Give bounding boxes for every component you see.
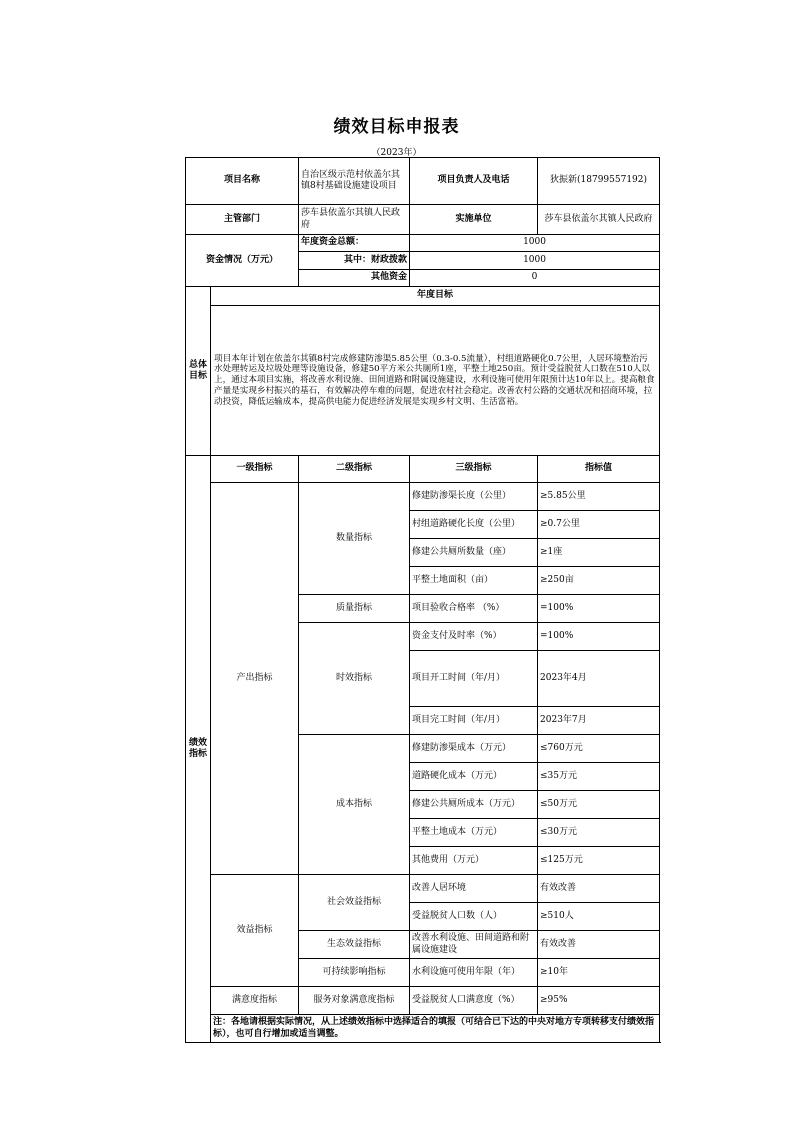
indicator-name: 改善水利设施、田间道路和附属设施建设	[410, 931, 538, 959]
dept-value: 莎车县依盖尔其镇人民政府	[299, 205, 410, 235]
level2-sustainable: 可持续影响指标	[299, 959, 410, 987]
indicator-value: ≥95%	[538, 987, 660, 1015]
dept-label: 主管部门	[186, 205, 299, 235]
funds-total-label: 年度资金总额：	[299, 235, 410, 252]
indicator-value: ≥0.7公里	[538, 511, 660, 539]
indicator-name: 平整土地成本（万元）	[410, 819, 538, 847]
funds-other-value: 0	[410, 270, 660, 287]
indicator-value: 有效改善	[538, 875, 660, 903]
col-level3: 三级指标	[410, 456, 538, 483]
level1-output: 产出指标	[211, 483, 299, 875]
indicator-value: =100%	[538, 623, 660, 651]
page-title: 绩效目标申报表	[333, 117, 460, 137]
goal-text: 项目本年计划在依盖尔其镇8村完成修建防渗渠5.85公里（0.3-0.5流量），村组道路硬化0.7公里，人居环境整治污水处理转运及垃圾处理等设施设备，修建50平方米公共厕所1座，平整土地250亩。预计受益脱贫人口数在510人以上，通过本项目实施，将改善水利设施、田间道路和附属设施建设，水利设施可使用年限预计达10年以上。提高粮食产量是实现乡村振兴的基石，有效解决停车难的问题，促进农村社会稳定。改善农村公路的交通状况和招商环境，拉动投资，降低运输成本，提高供电能力促进经济发展是实现乡村文明、生活富裕。	[211, 306, 660, 456]
indicator-name: 道路硬化成本（万元）	[410, 763, 538, 791]
indicator-name: 村组道路硬化长度（公里）	[410, 511, 538, 539]
indicator-name: 项目开工时间（年/月）	[410, 651, 538, 707]
indicator-value: ≥250亩	[538, 567, 660, 595]
funds-other-label: 其他资金	[299, 270, 410, 287]
indicator-value: ≤30万元	[538, 819, 660, 847]
unit-label: 实施单位	[410, 205, 538, 235]
indicator-value: 2023年4月	[538, 651, 660, 707]
level1-benefit: 效益指标	[211, 875, 299, 987]
funds-fiscal-label: 其中：财政拨款	[299, 252, 410, 270]
leader-value: 狄振新(18799557192)	[538, 158, 660, 205]
indicator-value: 有效改善	[538, 931, 660, 959]
level2-cost: 成本指标	[299, 735, 410, 875]
indicator-name: 平整土地面积（亩）	[410, 567, 538, 595]
level2-service: 服务对象满意度指标	[299, 987, 410, 1015]
funds-total-value: 1000	[410, 235, 660, 252]
indicator-value: ≥1座	[538, 539, 660, 567]
indicator-value: 2023年7月	[538, 707, 660, 735]
col-level2: 二级指标	[299, 456, 410, 483]
indicator-value: ≤760万元	[538, 735, 660, 763]
footnote: 注：各地请根据实际情况，从上述绩效指标中选择适合的填报（可结合已下达的中央对地方专项转移支付绩效指标），也可自行增加或适当调整。	[211, 1015, 660, 1043]
col-level1: 一级指标	[211, 456, 299, 483]
report-year: （2023年）	[371, 148, 422, 158]
funds-label: 资金情况（万元）	[186, 235, 299, 287]
indicator-name: 修建防渗渠长度（公里）	[410, 483, 538, 511]
goal-header: 年度目标	[211, 287, 660, 306]
indicators-side-label: 绩效指标	[186, 456, 211, 1043]
indicator-name: 项目验收合格率 （%）	[410, 595, 538, 623]
funds-fiscal-value: 1000	[410, 252, 660, 270]
goal-side-label: 总体目标	[186, 287, 211, 456]
level2-social: 社会效益指标	[299, 875, 410, 931]
project-name-value: 自治区级示范村依盖尔其镇8村基础设施建设项目	[299, 158, 410, 205]
indicator-name: 受益脱贫人口满意度（%）	[410, 987, 538, 1015]
indicator-name: 项目完工时间（年/月）	[410, 707, 538, 735]
indicator-name: 修建公共厕所数量（座）	[410, 539, 538, 567]
indicator-name: 受益脱贫人口数（人）	[410, 903, 538, 931]
indicator-value: ≥5.85公里	[538, 483, 660, 511]
project-name-label: 项目名称	[186, 158, 299, 205]
indicator-value: ≤35万元	[538, 763, 660, 791]
indicator-value: ≥510人	[538, 903, 660, 931]
indicator-value: =100%	[538, 595, 660, 623]
indicator-name: 修建公共厕所成本（万元）	[410, 791, 538, 819]
indicator-name: 水利设施可使用年限（年）	[410, 959, 538, 987]
indicator-name: 改善人居环境	[410, 875, 538, 903]
indicator-value: ≥10年	[538, 959, 660, 987]
indicator-value: ≤125万元	[538, 847, 660, 875]
leader-label: 项目负责人及电话	[410, 158, 538, 205]
indicator-name: 其他费用（万元）	[410, 847, 538, 875]
level1-satisfaction: 满意度指标	[211, 987, 299, 1015]
level2-quantity: 数量指标	[299, 483, 410, 595]
level2-ecological: 生态效益指标	[299, 931, 410, 959]
col-value: 指标值	[538, 456, 660, 483]
indicator-value: ≤50万元	[538, 791, 660, 819]
indicator-name: 修建防渗渠成本（万元）	[410, 735, 538, 763]
level2-quality: 质量指标	[299, 595, 410, 623]
unit-value: 莎车县依盖尔其镇人民政府	[538, 205, 660, 235]
indicator-name: 资金支付及时率（%）	[410, 623, 538, 651]
level2-timeliness: 时效指标	[299, 623, 410, 735]
performance-table	[185, 157, 660, 1043]
